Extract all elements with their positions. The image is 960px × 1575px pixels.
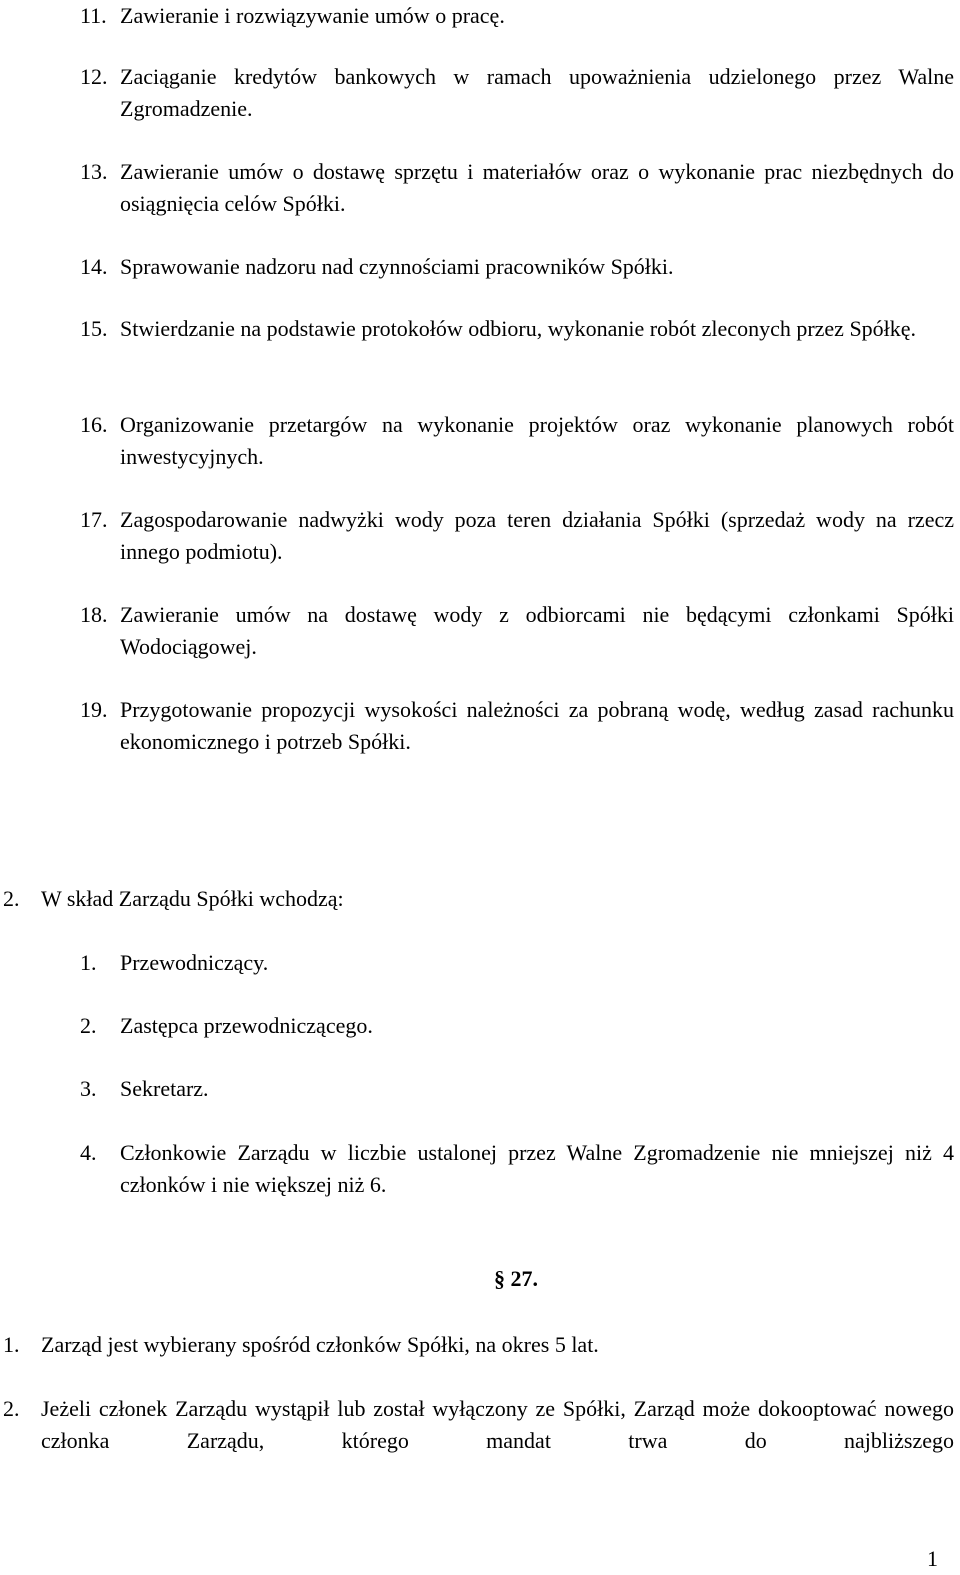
list-item-number: 12. [80,64,108,89]
member-item-3 [80,1073,954,1105]
section-point-1 [3,1329,954,1361]
list-item-text: Sekretarz. [120,1076,209,1101]
list-item-14 [80,251,954,283]
list-item-number: 14. [80,254,108,279]
point-number: 2. [3,1396,20,1421]
list-item-number: 18. [80,602,108,627]
list-item-text: Zagospodarowanie nadwyżki wody poza teren działania Spółki (sprzedaż wody na rzecz innego podmiotu). [120,507,954,564]
list-item-text: Przewodniczący. [120,950,269,975]
list-item-11 [80,0,954,32]
list-item-number: 13. [80,159,108,184]
list-item-15 [80,313,954,345]
list-item-number: 17. [80,507,108,532]
list-item-12 [80,61,954,125]
list-item-text: Zaciąganie kredytów bankowych w ramach upoważnienia udzielonego przez Walne Zgromadzenie. [120,64,954,121]
list-item-18 [80,599,954,663]
list-item-text: Sprawowanie nadzoru nad czynnościami pracowników Spółki. [120,254,674,279]
member-item-2 [80,1010,954,1042]
list-item-text: Zastępca przewodniczącego. [120,1013,373,1038]
list-item-number: 19. [80,697,108,722]
section-point-2 [3,1393,954,1457]
list-item-text: Przygotowanie propozycji wysokości należności za pobraną wodę, według zasad rachunku ekonomicznego i potrzeb Spółki. [120,697,954,754]
point-number: 1. [3,1332,20,1357]
section-heading: § 27. [494,1266,538,1291]
point-text: W skład Zarządu Spółki wchodzą: [41,886,344,911]
point-2 [3,883,954,915]
list-item-text: Stwierdzanie na podstawie protokołów odbioru, wykonanie robót zleconych przez Spółkę. [120,316,917,341]
list-item-19 [80,694,954,758]
list-item-text: Zawieranie umów na dostawę wody z odbiorcami nie będącymi członkami Spółki Wodociągowej. [120,602,954,659]
list-item-13 [80,156,954,220]
list-item-number: 11. [80,3,107,28]
point-number: 2. [3,886,20,911]
list-item-text: Zawieranie umów o dostawę sprzętu i materiałów oraz o wykonanie prac niezbędnych do osiągnięcia celów Spółki. [120,159,954,216]
list-item-17 [80,504,954,568]
list-item-number: 1. [80,950,97,975]
member-item-4 [80,1137,954,1201]
list-item-16 [80,409,954,473]
list-item-text: Członkowie Zarządu w liczbie ustalonej przez Walne Zgromadzenie nie mniejszej niż 4 członków i nie większej niż 6. [120,1140,954,1197]
list-item-text: Zawieranie i rozwiązywanie umów o pracę. [120,3,505,28]
page-number: 1 [927,1546,938,1571]
list-item-text: Organizowanie przetargów na wykonanie projektów oraz wykonanie planowych robót inwestycyjnych. [120,412,954,469]
list-item-number: 4. [80,1140,97,1165]
point-text: Jeżeli członek Zarządu wystąpił lub został wyłączony ze Spółki, Zarząd może dokooptować nowego członka Zarządu, którego mandat trwa do najbliższego [41,1396,954,1453]
list-item-number: 2. [80,1013,97,1038]
list-item-number: 3. [80,1076,97,1101]
member-item-1 [80,947,954,979]
point-text: Zarząd jest wybierany spośród członków Spółki, na okres 5 lat. [41,1332,599,1357]
list-item-number: 16. [80,412,108,437]
list-item-number: 15. [80,316,108,341]
